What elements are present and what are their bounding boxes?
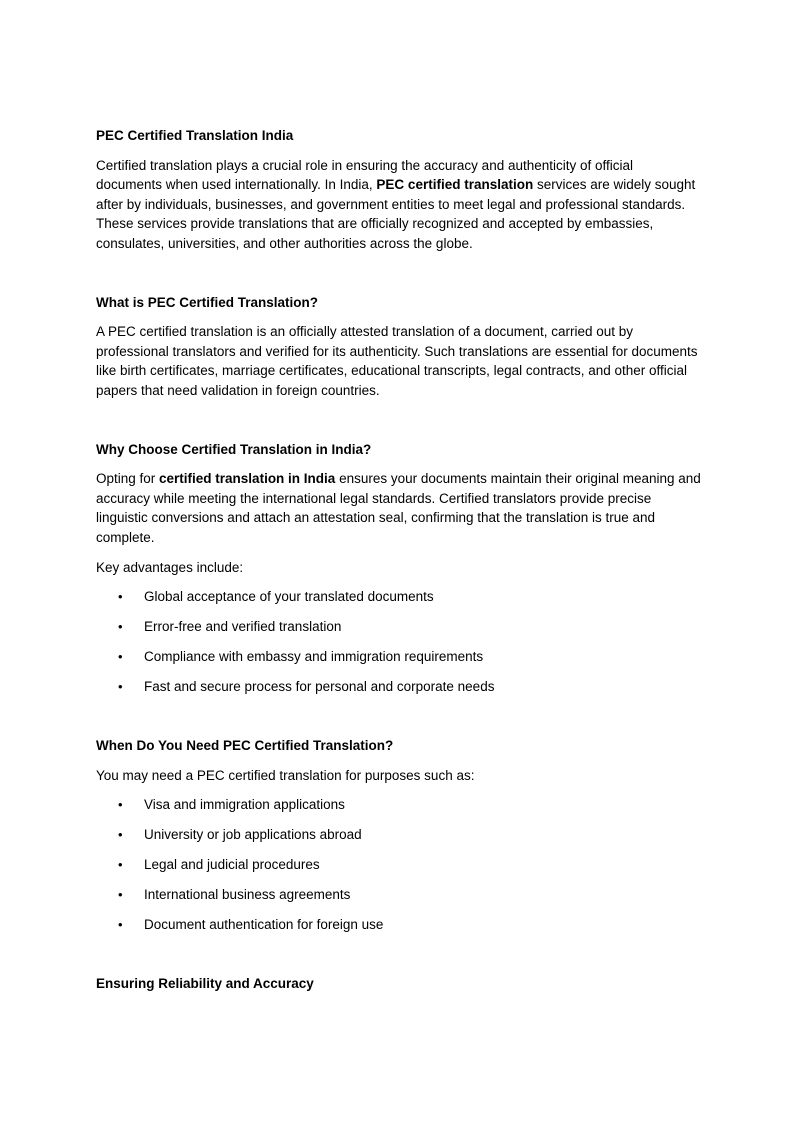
list-item bbox=[96, 855, 702, 875]
section-spacer bbox=[96, 945, 702, 974]
heading-reliability: Ensuring Reliability and Accuracy bbox=[96, 976, 314, 992]
list-item bbox=[96, 677, 702, 697]
bullet-icon: • bbox=[118, 857, 123, 873]
bullet-icon: • bbox=[118, 589, 123, 605]
heading-when-needed: When Do You Need PEC Certified Translation? bbox=[96, 738, 394, 754]
document-title: PEC Certified Translation India bbox=[96, 128, 294, 143]
intro-bold-phrase: PEC certified translation bbox=[376, 177, 534, 193]
list-item-text: Fast and secure process for personal and corporate needs bbox=[144, 679, 495, 695]
bullet-icon: • bbox=[118, 797, 123, 813]
list-item bbox=[96, 885, 702, 905]
bullet-icon: • bbox=[118, 887, 123, 903]
list-item-text: Document authentication for foreign use bbox=[144, 917, 384, 933]
why-bold-phrase: certified translation in India bbox=[159, 471, 336, 487]
bullet-icon: • bbox=[118, 827, 123, 843]
why-text-after: ensures your documents maintain their original meaning and accuracy while meeting the international legal standards. Certified translators provide precise linguistic conversions and attach an attestation seal, confirming that the translation is true and complete. bbox=[96, 471, 701, 545]
list-item-text: University or job applications abroad bbox=[144, 827, 362, 843]
list-item-text: Compliance with embassy and immigration requirements bbox=[144, 649, 484, 665]
bullet-icon: • bbox=[118, 917, 123, 933]
list-item bbox=[96, 915, 702, 935]
advantages-list bbox=[96, 587, 702, 697]
advantages-intro: Key advantages include: bbox=[96, 559, 244, 575]
list-item-text: International business agreements bbox=[144, 887, 351, 903]
bullet-icon: • bbox=[118, 679, 123, 695]
why-choose-paragraph bbox=[96, 469, 702, 547]
list-item bbox=[96, 587, 702, 607]
what-is-paragraph: A PEC certified translation is an officially attested translation of a document, carried out by professional translators and verified for its authenticity. Such translations are essential for documents like birth certificates, marriage certificates, educational transcripts, legal contracts, and other official papers that need validation in foreign countries. bbox=[96, 324, 698, 398]
bullet-icon: • bbox=[118, 649, 123, 665]
why-text-before: Opting for bbox=[96, 471, 160, 487]
purposes-list bbox=[96, 795, 702, 935]
intro-paragraph bbox=[96, 156, 702, 254]
list-item-text: Visa and immigration applications bbox=[144, 797, 345, 813]
document-page bbox=[96, 126, 702, 1004]
section-spacer bbox=[96, 264, 702, 293]
list-item bbox=[96, 825, 702, 845]
list-item bbox=[96, 617, 702, 637]
list-item bbox=[96, 795, 702, 815]
bullet-icon: • bbox=[118, 619, 123, 635]
intro-text-before: Certified translation plays a crucial role in ensuring the accuracy and authenticity of official documents when used internationally. In India, bbox=[96, 157, 634, 193]
purposes-intro: You may need a PEC certified translation for purposes such as: bbox=[96, 767, 475, 783]
section-spacer bbox=[96, 411, 702, 440]
section-spacer bbox=[96, 707, 702, 736]
list-item-text: Global acceptance of your translated documents bbox=[144, 589, 434, 605]
list-item-text: Error-free and verified translation bbox=[144, 619, 342, 635]
list-item bbox=[96, 647, 702, 667]
intro-text-after: services are widely sought after by individuals, businesses, and government entities to meet legal and professional standards. These services provide translations that are officially recognized and accepted by embassies, consulates, universities, and other authorities across the globe. bbox=[96, 177, 696, 251]
list-item-text: Legal and judicial procedures bbox=[144, 857, 320, 873]
heading-why-choose: Why Choose Certified Translation in India? bbox=[96, 441, 372, 457]
heading-what-is: What is PEC Certified Translation? bbox=[96, 294, 319, 310]
